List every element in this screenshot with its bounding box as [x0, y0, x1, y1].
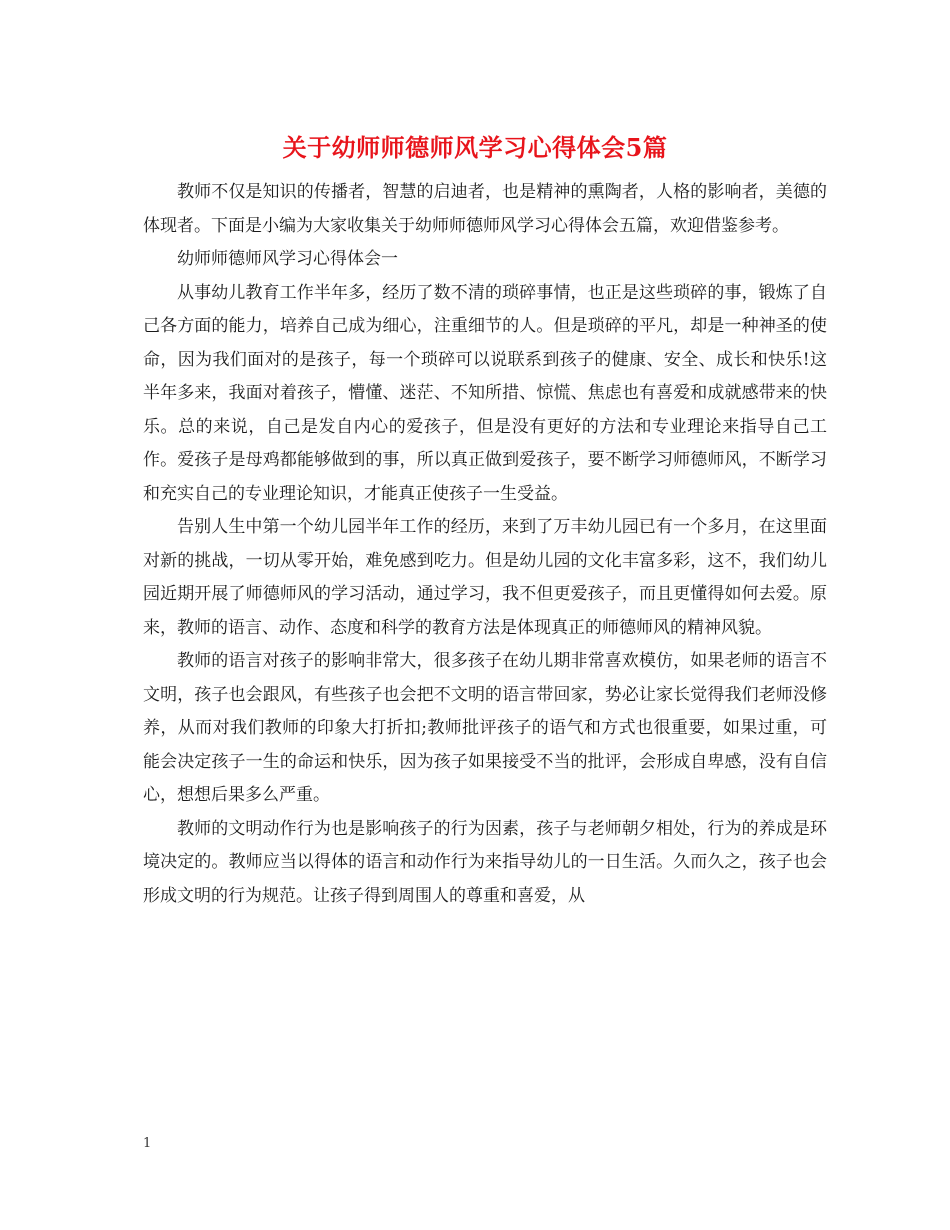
- document-title: 关于幼师师德师风学习心得体会5篇: [282, 133, 668, 162]
- body-paragraph: 教师的语言对孩子的影响非常大，很多孩子在幼儿期非常喜欢模仿，如果老师的语言不文明，孩子也会跟风，有些孩子也会把不文明的语言带回家，势必让家长觉得我们老师没修养，从而对我们教师的印象大打折扣;教师批评孩子的语气和方式也很重要，如果过重，可能会决定孩子一生的命运和快乐，因为孩子如果接受不当的批评，会形成自卑感，没有自信心，想想后果多么严重。: [143, 651, 827, 805]
- document-body: [143, 176, 827, 913]
- page-number: 1: [143, 1136, 152, 1151]
- body-paragraph: 告别人生中第一个幼儿园半年工作的经历，来到了万丰幼儿园已有一个多月，在这里面对新的挑战，一切从零开始，难免感到吃力。但是幼儿园的文化丰富多彩，这不，我们幼儿园近期开展了师德师风的学习活动，通过学习，我不但更爱孩子，而且更懂得如何去爱。原来，教师的语言、动作、态度和科学的教育方法是体现真正的师德师风的精神风貌。: [143, 517, 827, 638]
- intro-paragraph: 教师不仅是知识的传播者，智慧的启迪者，也是精神的熏陶者，人格的影响者，美德的体现者。下面是小编为大家收集关于幼师师德师风学习心得体会五篇，欢迎借鉴参考。: [143, 182, 827, 236]
- body-paragraph: 教师的文明动作行为也是影响孩子的行为因素，孩子与老师朝夕相处，行为的养成是环境决定的。教师应当以得体的语言和动作行为来指导幼儿的一日生活。久而久之，孩子也会形成文明的行为规范。让孩子得到周围人的尊重和喜爱，从: [143, 818, 827, 906]
- body-paragraph: 从事幼儿教育工作半年多，经历了数不清的琐碎事情，也正是这些琐碎的事，锻炼了自己各方面的能力，培养自己成为细心，注重细节的人。但是琐碎的平凡，却是一种神圣的使命，因为我们面对的是孩子，每一个琐碎可以说联系到孩子的健康、安全、成长和快乐!这半年多来，我面对着孩子，懵懂、迷茫、不知所措、惊慌、焦虑也有喜爱和成就感带来的快乐。总的来说，自己是发自内心的爱孩子，但是没有更好的方法和专业理论来指导自己工作。爱孩子是母鸡都能够做到的事，所以真正做到爱孩子，要不断学习师德师风，不断学习和充实自己的专业理论知识，才能真正使孩子一生受益。: [143, 282, 827, 504]
- section-heading: 幼师师德师风学习心得体会一: [177, 249, 398, 269]
